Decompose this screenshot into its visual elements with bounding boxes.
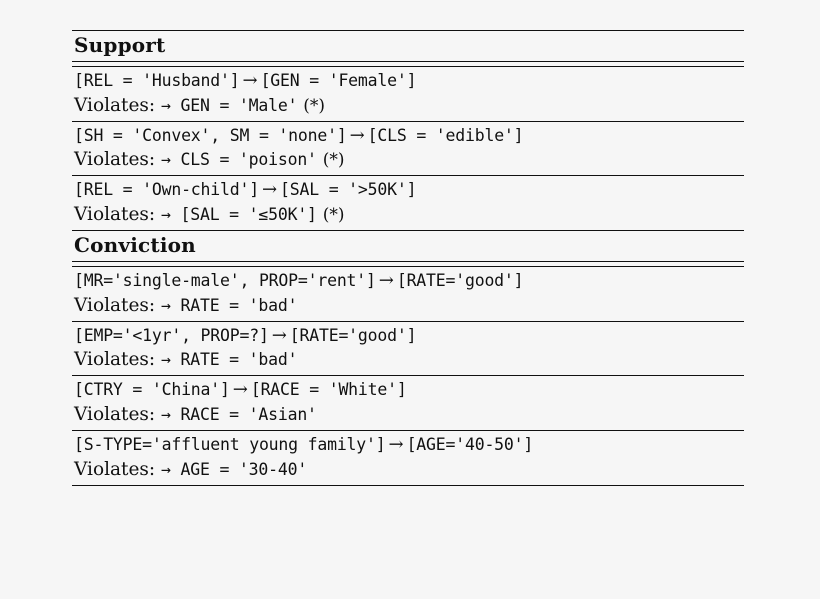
violates-marker: (*): [322, 205, 345, 226]
violates-label: Violates:: [74, 149, 156, 171]
violates-value: → RACE = 'Asian': [161, 405, 317, 425]
rule-entry: [72, 176, 744, 230]
violates-label: Violates:: [74, 404, 156, 426]
violates-marker: (*): [303, 95, 325, 116]
violates-statement: [72, 294, 744, 321]
rule-lhs: [REL = 'Own-child']: [74, 180, 259, 200]
implies-arrow: →: [271, 324, 287, 346]
rule-rhs: [RACE = 'White']: [250, 380, 407, 400]
violates-value: → GEN = 'Male': [161, 95, 298, 115]
rule-rhs: [CLS = 'edible']: [367, 125, 524, 145]
implies-arrow: →: [261, 179, 278, 201]
rule-statement: [72, 67, 744, 94]
rule-entry: [72, 431, 744, 485]
rule-lhs: [SH = 'Convex', SM = 'none']: [74, 125, 347, 145]
rule-lhs: [S-TYPE='affluent young family']: [74, 434, 386, 454]
violates-label: Violates:: [74, 458, 156, 480]
rule-rhs: [SAL = '>50K']: [280, 180, 417, 200]
implies-arrow: →: [242, 70, 258, 91]
violates-statement: [72, 403, 744, 430]
implies-arrow: →: [349, 124, 365, 146]
violates-value: → [SAL = '≤50K']: [161, 205, 317, 225]
section-heading-conviction: Conviction: [74, 232, 196, 257]
violates-label: Violates:: [74, 294, 156, 316]
rule-lhs: [CTRY = 'China']: [74, 380, 230, 400]
rule-statement: [72, 267, 744, 294]
rule-entry: [72, 67, 744, 121]
rule-statement: [72, 122, 744, 149]
violates-label: Violates:: [74, 204, 156, 226]
rules-table: [72, 30, 744, 486]
rule-entry: [72, 376, 744, 430]
rule-statement: [72, 322, 744, 349]
violates-label: Violates:: [74, 349, 156, 371]
rule-lhs: [REL = 'Husband']: [74, 71, 240, 90]
rule-rhs: [AGE='40-50']: [406, 434, 534, 454]
violates-statement: [72, 94, 744, 121]
rule-rhs: [GEN = 'Female']: [260, 71, 417, 90]
rule-rhs: [RATE='good']: [289, 325, 417, 345]
violates-statement: [72, 458, 744, 485]
rule-lhs: [MR='single-male', PROP='rent']: [74, 270, 376, 290]
rule-entry: [72, 122, 744, 176]
rule-entry: [72, 267, 744, 321]
rule-lhs: [EMP='<1yr', PROP=?]: [74, 325, 269, 345]
implies-arrow: →: [388, 433, 404, 455]
violates-value: → CLS = 'poison': [161, 150, 317, 170]
violates-marker: (*): [322, 150, 345, 171]
rule-statement: [72, 376, 744, 403]
implies-arrow: →: [378, 269, 394, 291]
violates-statement: [72, 348, 744, 375]
violates-value: → AGE = '30-40': [161, 459, 308, 479]
violates-statement: [72, 203, 744, 230]
rule-rhs: [RATE='good']: [396, 270, 524, 290]
implies-arrow: →: [232, 379, 248, 401]
violates-value: → RATE = 'bad': [161, 350, 298, 370]
violates-value: → RATE = 'bad': [161, 295, 298, 315]
violates-label: Violates:: [74, 94, 156, 116]
rule-entry: [72, 322, 744, 376]
violates-statement: [72, 148, 744, 175]
table-bottom-rule: [72, 485, 744, 486]
rule-statement: [72, 431, 744, 458]
section-heading-support: Support: [74, 33, 166, 57]
rule-statement: [72, 176, 744, 203]
